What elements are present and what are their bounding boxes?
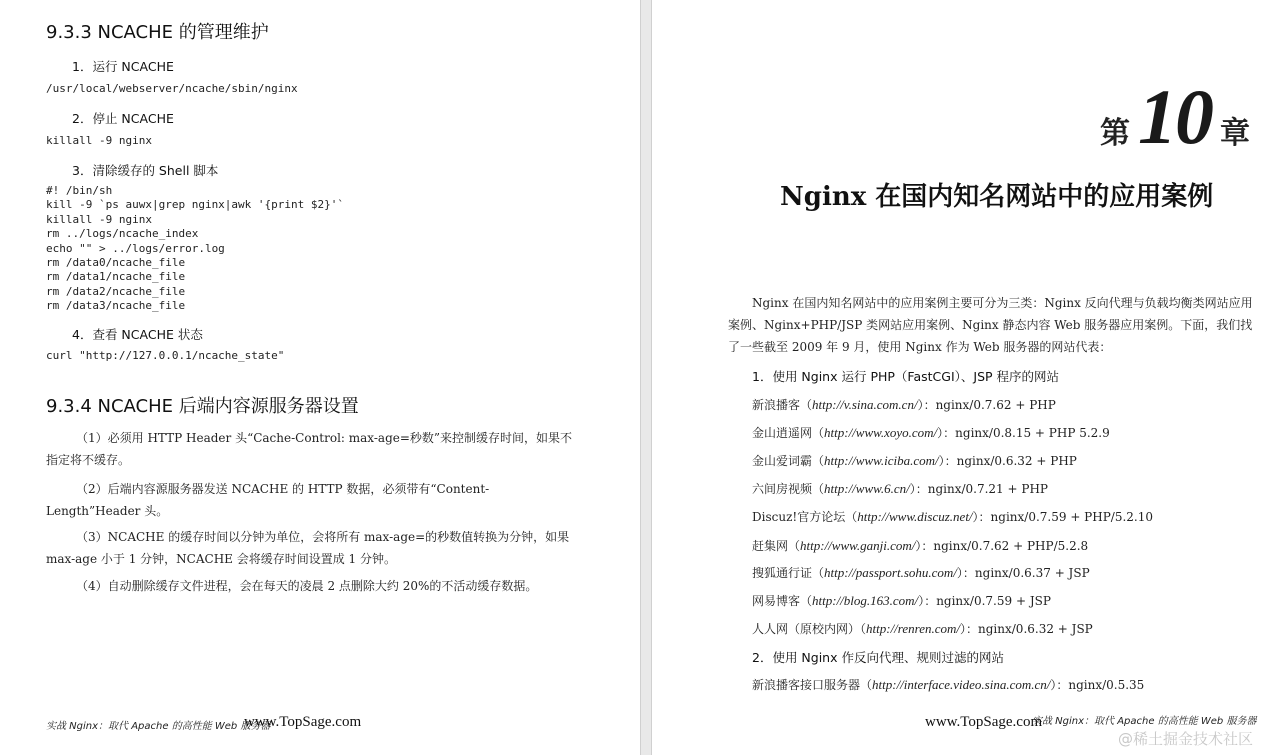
list-item: 金山逍遥网（http://www.xoyo.com/）：nginx/0.8.15 + PHP 5.2.9 <box>752 425 1110 440</box>
code-line: kill -9 `ps auwx|grep nginx|awk '{print $2}'` <box>46 198 345 212</box>
right-page <box>652 0 1282 755</box>
list-item: Discuz!官方论坛（http://www.discuz.net/）：nginx/0.7.59 + PHP/5.2.10 <box>752 509 1154 524</box>
paragraph: （3）NCACHE 的缓存时间以分钟为单位，会将所有 max-age=的秒数值转换为分钟，如果 max-age 小于 1 分钟，NCACHE 会将缓存时间设置成 1 分钟。 <box>46 530 570 566</box>
list-item: 赶集网（http://www.ganji.com/）：nginx/0.7.62 + PHP/5.2.8 <box>752 538 1089 553</box>
chapter-number: 10 <box>1138 73 1212 160</box>
code-line: #! /bin/sh <box>46 184 113 197</box>
list-item: 新浪播客接口服务器（http://interface.video.sina.com.cn/）：nginx/0.5.35 <box>752 677 1145 692</box>
step-1-heading: 1．运行 NCACHE <box>72 59 174 74</box>
step-2-heading: 2．停止 NCACHE <box>72 111 174 126</box>
list-item: 搜狐通行证（http://passport.sohu.com/）：nginx/0.6.37 + JSP <box>752 565 1090 580</box>
site-url: http://interface.video.sina.com.cn/ <box>872 677 1051 692</box>
chapter-heading <box>1100 72 1250 162</box>
chapter-title: Nginx 在国内知名网站中的应用案例 <box>780 182 1214 212</box>
code-line: rm /data3/ncache_file <box>46 299 186 313</box>
list-item: 人人网（原校内网）（http://renren.com/）：nginx/0.6.32 + JSP <box>752 621 1093 636</box>
step-3-heading: 3．清除缓存的 Shell 脚本 <box>72 163 219 178</box>
code-line: rm /data1/ncache_file <box>46 270 186 284</box>
site-url: http://renren.com/ <box>866 621 961 636</box>
chapter-prefix: 第 <box>1100 116 1130 151</box>
site-url: http://www.xoyo.com/ <box>824 425 938 440</box>
footer-book-title: 实战 Nginx：取代 Apache 的高性能 Web 服务器 <box>46 721 271 732</box>
footer-book-title: 实战 Nginx：取代 Apache 的高性能 Web 服务器 <box>1032 716 1257 727</box>
code-line: rm ../logs/ncache_index <box>46 227 199 241</box>
paragraph: （4）自动删除缓存文件进程，会在每天的凌晨 2 点删除大约 20%的不活动缓存数据。 <box>76 579 538 593</box>
code-line: echo "" > ../logs/error.log <box>46 241 225 255</box>
code-line: killall -9 nginx <box>46 212 152 226</box>
site-url: http://www.6.cn/ <box>824 481 910 496</box>
chapter-intro: Nginx 在国内知名网站中的应用案例主要可分为三类：Nginx 反向代理与负载均衡类网站应用案例、Nginx+PHP/JSP 类网站应用案例、Nginx 静态内容 Web 服务器应用案例。下面，我们找了一些截至 2009 年 9 月，使用 Nginx 作为 Web 服务器的网站代表： <box>728 296 1253 354</box>
footer-url: www.TopSage.com <box>244 714 362 730</box>
list-item: 新浪播客（http://v.sina.com.cn/）：nginx/0.7.62 + PHP <box>752 397 1056 412</box>
footer-url: www.TopSage.com <box>925 714 1043 730</box>
section-934-title: 9.3.4 NCACHE 后端内容源服务器设置 <box>46 396 359 417</box>
page-gutter <box>640 0 652 755</box>
group-1-heading: 1．使用 Nginx 运行 PHP（FastCGI）、JSP 程序的网站 <box>752 369 1060 384</box>
step-4-code: curl "http://127.0.0.1/ncache_state" <box>46 349 285 362</box>
site-url: http://v.sina.com.cn/ <box>812 397 918 412</box>
paragraph: （1）必须用 HTTP Header 头“Cache-Control: max-age=秒数”来控制缓存时间，如果不指定将不缓存。 <box>46 431 573 467</box>
step-1-code: /usr/local/webserver/ncache/sbin/nginx <box>46 82 298 95</box>
section-933-title: 9.3.3 NCACHE 的管理维护 <box>46 22 269 43</box>
chapter-suffix: 章 <box>1220 116 1250 151</box>
site-url: http://passport.sohu.com/ <box>824 565 957 580</box>
step-2-code: killall -9 nginx <box>46 134 152 147</box>
list-item: 六间房视频（http://www.6.cn/）：nginx/0.7.21 + PHP <box>752 481 1048 496</box>
site-url: http://blog.163.com/ <box>812 593 919 608</box>
shell-script-block <box>46 184 344 314</box>
left-page <box>0 0 640 755</box>
paragraph: （2）后端内容源服务器发送 NCACHE 的 HTTP 数据，必须带有“Content-Length”Header 头。 <box>46 482 490 518</box>
code-line: rm /data2/ncache_file <box>46 284 186 298</box>
code-line: rm /data0/ncache_file <box>46 255 186 269</box>
site-url: http://www.ganji.com/ <box>800 538 916 553</box>
list-item: 网易博客（http://blog.163.com/）：nginx/0.7.59 + JSP <box>752 593 1051 608</box>
watermark: @稀土掘金技术社区 <box>1118 730 1254 748</box>
list-item: 金山爱词霸（http://www.iciba.com/）：nginx/0.6.32 + PHP <box>752 453 1077 468</box>
group-2-heading: 2．使用 Nginx 作反向代理、规则过滤的网站 <box>752 650 1004 665</box>
step-4-heading: 4．查看 NCACHE 状态 <box>72 327 203 342</box>
site-url: http://www.iciba.com/ <box>824 453 939 468</box>
site-url: http://www.discuz.net/ <box>857 509 973 524</box>
